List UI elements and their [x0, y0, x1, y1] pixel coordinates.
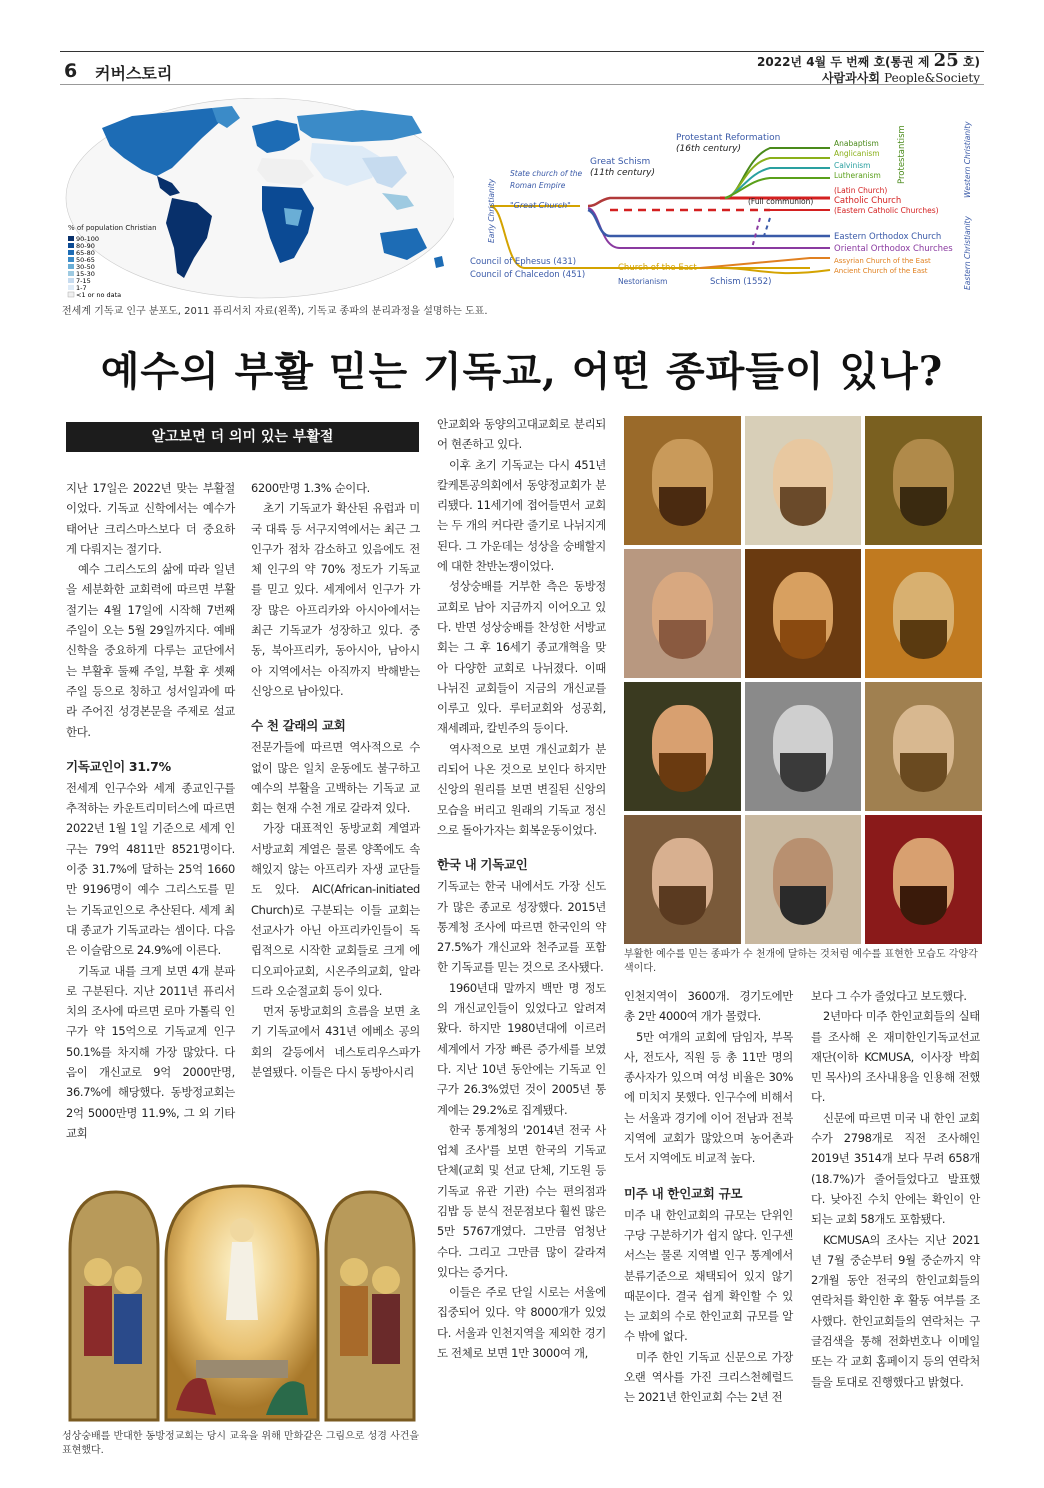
column-1 — [66, 478, 235, 1143]
column-5 — [811, 986, 980, 1392]
col2-p4: 가장 대표적인 동방교회 계열과 서방교회 계열은 물론 양쪽에도 속해있지 않는 아프리카 자생 교단들도 있다. AIC(African-initiated Church)로 구분되는 이들 교회는 선교사가 아닌 아프리카인들이 독립적으로 시작한 교회들로 크게 에디오피아교회, 시온주의교회, 알라드라 오순절교회 등이 있다. — [251, 821, 420, 998]
col1-p4: 기독교 내를 크게 보면 4개 분파로 구분된다. 지난 2011년 퓨리서치의 조사에 따르면 로마 가톨릭 인구가 약 15억으로 기독교계 인구 50.1%를 차지해 가장 많았다. 다음이 개신교로 9억 2000만명, 36.7%에 해당했다. 동방정교회는 2억 5000만명 11.9%, 그 외 기타 교회 — [66, 963, 235, 1140]
col4-p3: 미주 내 한인교회의 규모는 단위인구당 구분하기가 쉽지 않다. 인구센서스는 물론 지역별 인구 통계에서 분류기준으로 채택되어 있지 않기 때문이다. 결국 쉽게 확인할 수 있는 교회의 수로 한인교회 규모를 알 수 밖에 없다. — [624, 1207, 793, 1344]
col3-p7: 한국 통계청의 '2014년 전국 사업체 조사'를 보면 한국의 기독교 단체(교회 및 선교 단체, 기도원 등 기독교 유관 기관) 수는 편의점과 김밥 등 분식 전문점보다 훨씬 많은 5만 5767개였다. 그만큼 엄청난 수다. 그리고 그만큼 많이 갈라져 있다는 증거다. — [437, 1122, 606, 1279]
issue-prefix: 2022년 4월 두 번째 호(통권 제 — [757, 55, 930, 69]
svg-text:50-65: 50-65 — [76, 256, 95, 264]
latin-church-label: (Latin Church) — [834, 186, 888, 195]
world-christian-map — [62, 98, 454, 303]
early-christianity-label: Early Christianity — [487, 178, 496, 243]
col5-p4: KCMUSA의 조사는 지난 2021년 7월 중순부터 9월 중순까지 약 2개월 동안 전국의 한인교회들의 연락처를 확인한 후 활동 여부를 조사했다. 한인교회들의 연락처는 구글검색을 통해 전화번호나 이메일 또는 각 교회 홈페이지 등의 연락처들을 토대로 진행했다고 밝혔다. — [811, 1232, 980, 1389]
col4-heading: 미주 내 한인교회 규모 — [624, 1185, 743, 1201]
col5-p1: 보다 그 수가 줄었다고 보도했다. — [811, 989, 967, 1003]
church-east-label: Church of the East — [618, 263, 697, 273]
portrait-4 — [624, 549, 741, 678]
page-number: 6 — [64, 60, 78, 82]
issue-number: 25 — [933, 50, 959, 71]
state-church-label-1: State church of the — [510, 169, 583, 178]
column-2 — [251, 478, 420, 1082]
col3-p8: 이들은 주로 단일 시로는 서울에 집중되어 있다. 약 8000개가 있었다. 서울과 인천지역을 제외한 경기도 전체로 보면 1만 3000여 개, — [437, 1285, 606, 1361]
svg-text:15-30: 15-30 — [76, 270, 95, 278]
assyrian-label: Assyrian Church of the East — [834, 257, 931, 265]
grid-caption: 부활한 예수를 믿는 종파가 수 천개에 달하는 것처럼 예수를 표현한 모습도 각양각색이다. — [624, 949, 978, 974]
full-communion-label: (Full communion) — [748, 197, 814, 206]
portrait-9 — [865, 682, 982, 811]
col5-p2: 2년마다 미주 한인교회들의 실태를 조사해 온 재미한인기독교선교재단(이하 KCMUSA, 이사장 박희민 목사)의 조사내용을 인용해 전했다. — [811, 1009, 980, 1105]
great-schism-label: Great Schism — [590, 157, 651, 167]
lutheranism-label: Lutheranism — [834, 171, 881, 180]
svg-text:80-90: 80-90 — [76, 242, 95, 250]
catholic-church-label: Catholic Church — [834, 196, 902, 206]
issue-suffix: 호) — [962, 55, 980, 69]
portrait-11 — [745, 815, 862, 944]
col4-p2: 5만 여개의 교회에 담임자, 부목사, 전도사, 직원 등 총 11만 명의 종사자가 있으며 여성 비율은 30%에 미치지 못했다. 인구수에 비해서는 서울과 경기에 이어 전남과 전북 지역에 교회가 많았으며 농어촌과 도서 지역에도 비교적 높다. — [624, 1029, 793, 1166]
col1-p2: 예수 그리스도의 삶에 따라 일년을 세분화한 교회력에 따르면 부활절기는 4월 17일에 시작해 7번째 주일이 오는 5월 29일까지다. 예배 신학을 중요하게 다루는 교단에서는 부활후 둘째 주일, 부활 후 셋째 주일 등으로 칭하고 성서일과에 따라 주어진 성경본문을 주제로 설교한다. — [66, 562, 235, 739]
svg-text:65-80: 65-80 — [76, 249, 95, 257]
protestantism-label: Protestantism — [897, 125, 907, 184]
resurrection-triptych — [66, 1180, 419, 1425]
chalcedon-label: Council of Chalcedon (451) — [470, 270, 586, 280]
svg-text:<1 or no data: <1 or no data — [76, 291, 122, 299]
portrait-5 — [745, 549, 862, 678]
headline: 예수의 부활 믿는 기독교, 어떤 종파들이 있나? — [100, 348, 944, 395]
col4-p1: 인천지역이 3600개. 경기도에만 총 2만 4000여 개가 몰렸다. — [624, 989, 793, 1024]
col3-p6: 1960년대 말까지 백만 명 정도의 개신교인들이 있었다고 알려져 왔다. 하지만 1980년대에 이르러 세계에서 가장 빠른 증가세를 보였다. 지난 10년 동안에는 기독교 인구가 26.3%였던 것이 2005년 통계에는 29.2%로 집계됐다. — [437, 980, 606, 1117]
col2-p5: 먼저 동방교회의 흐름을 보면 초기 기독교에서 431년 에베소 공의회의 갈등에서 네스토리우스파가 분열됐다. 이들은 다시 동방아시리 — [251, 1004, 420, 1080]
western-christianity-label: Western Christianity — [963, 121, 972, 198]
svg-text:30-50: 30-50 — [76, 263, 95, 271]
oriental-orthodox-label: Oriental Orthodox Churches — [834, 244, 953, 254]
portrait-8 — [745, 682, 862, 811]
header-rule — [60, 51, 984, 52]
ephesus-label: Council of Ephesus (431) — [470, 257, 577, 267]
col3-p5: 기독교는 한국 내에서도 가장 신도가 많은 종교로 성장했다. 2015년 통계청 조사에 따르면 한국인의 약 27.5%가 개신교와 천주교를 포함한 기독교를 믿는 것으로 조사됐다. — [437, 879, 606, 975]
eastern-orthodox-label: Eastern Orthodox Church — [834, 232, 942, 242]
svg-text:1-7: 1-7 — [76, 284, 87, 292]
anabaptism-label: Anabaptism — [834, 139, 879, 148]
eastern-catholic-label: (Eastern Catholic Churches) — [834, 206, 939, 215]
calvinism-label: Calvinism — [834, 161, 871, 170]
portrait-12 — [865, 815, 982, 944]
column-3 — [437, 414, 606, 1363]
top-caption: 전세계 기독교 인구 분포도, 2011 퓨리서치 자료(왼쪽), 기독교 종파의 분리과정을 설명하는 도표. — [62, 306, 488, 317]
col2-heading: 수 천 갈래의 교회 — [251, 718, 346, 734]
col3-heading: 한국 내 기독교인 — [437, 857, 528, 873]
jesus-portrait-grid — [624, 416, 982, 944]
col2-p1: 6200만명 1.3% 순이다. — [251, 481, 371, 495]
portrait-7 — [624, 682, 741, 811]
col3-p1: 안교회와 동양의고대교회로 분리되어 현존하고 있다. — [437, 417, 606, 452]
protestant-reformation-label: Protestant Reformation — [676, 133, 781, 143]
great-church-label: "Great Church" — [510, 201, 571, 210]
denomination-diagram — [470, 118, 982, 298]
col5-p3: 신문에 따르면 미국 내 한인 교회수가 2798개로 직전 조사해인 2019년 3514개 보다 무려 658개(18.7%)가 줄어들었다고 발표했다. 낮아진 수치 안에는 확인이 안 되는 교회 58개도 포함됐다. — [811, 1110, 980, 1227]
col2-p2: 초기 기독교가 확산된 유럽과 미국 대륙 등 서구지역에서는 최근 그 인구가 점차 감소하고 있음에도 전체 인구의 약 70% 정도가 기독교를 믿고 있다. 세계에서 인구가 가장 많은 아프리카와 아시아에서는 최근 기독교가 성장하고 있다. 중동, 북아프리카, 동아시아, 남아시아 지역에서는 아직까지 박해받는 신앙으로 남아있다. — [251, 501, 420, 698]
col1-p3: 전세계 인구수와 세계 종교인구를 추적하는 카운트리미터스에 따르면 2022년 1월 1일 기준으로 세계 인구는 79억 4811만 8521명이다. 이중 31.7%에 달하는 25억 1660만 9196명이 예수 그리스도를 믿는 기독교인으로 추산된다. 세계 최대 종교가 기독교라는 셈이다. 다음은 이슬람으로 24.9%에 이른다. — [66, 780, 235, 958]
svg-text:7-15: 7-15 — [76, 277, 91, 285]
publisher: 사람과사회 — [821, 71, 880, 85]
section-banner: 알고보면 더 의미 있는 부활절 — [66, 422, 419, 452]
century11-label: (11th century) — [590, 168, 656, 178]
portrait-10 — [624, 815, 741, 944]
header-rule-2 — [60, 84, 984, 85]
eastern-christianity-label: Eastern Christianity — [963, 216, 972, 290]
legend-item-9 — [68, 291, 121, 299]
ancient-label: Ancient Church of the East — [834, 267, 928, 275]
issue-info — [757, 50, 980, 86]
svg-text:90-100: 90-100 — [76, 235, 100, 243]
publisher-en: People&Society — [884, 71, 980, 85]
col3-p3: 성상숭배를 거부한 측은 동방정교회로 남아 지금까지 이어오고 있다. 반면 성상숭배를 찬성한 서방교회는 그 후 16세기 종교개혁을 맞아 다양한 교회로 나뉘졌다. 이때 나뉘진 교회들이 지금의 개신교를 이루고 있다. 루터교회와 성공회, 재세례파, 칼빈주의 등이다. — [437, 579, 606, 736]
schism1552-label: Schism (1552) — [710, 277, 772, 287]
col3-p2: 이후 초기 기독교는 다시 451년 칼케톤공의회에서 동양정교회가 분리됐다. 11세기에 접어들면서 교회는 두 개의 커다란 줄기로 나뉘지게 된다. 그 가운데는 성상을 숭배할지에 대한 찬반논쟁이었다. — [437, 457, 606, 574]
anglicanism-label: Anglicanism — [834, 149, 880, 158]
col3-p4: 역사적으로 보면 개신교회가 분리되어 나온 것으로 보인다 하지만 신앙의 원리를 보면 변질된 신앙의 모습을 버리고 원래의 기독교 정신으로 돌아가자는 회복운동이었다. — [437, 741, 606, 837]
col4-p4: 미주 한인 기독교 신문으로 가장 오랜 역사를 가진 크리스천헤럴드는 2021년 한인교회 수는 2년 전 — [624, 1349, 793, 1405]
col1-heading: 기독교인이 31.7% — [66, 758, 171, 774]
portrait-1 — [624, 416, 741, 545]
section-title: 커버스토리 — [95, 64, 173, 83]
century16-label: (16th century) — [676, 144, 742, 154]
nestorianism-label: Nestorianism — [618, 277, 668, 286]
portrait-3 — [865, 416, 982, 545]
col2-p3: 전문가들에 따르면 역사적으로 수 없이 많은 일치 운동에도 불구하고 예수의 부활을 고백하는 기독교 교회는 현재 수천 개로 갈라져 있다. — [251, 740, 420, 816]
column-4 — [624, 986, 793, 1408]
triptych-caption: 성상숭배를 반대한 동방정교회는 당시 교육을 위해 만화같은 그림으로 성경 사건을 표현했다. — [62, 1431, 420, 1456]
state-church-label-2: Roman Empire — [510, 181, 566, 190]
map-legend-title: % of population Christian — [68, 224, 157, 232]
col1-p1: 지난 17일은 2022년 맞는 부활절이었다. 기독교 신학에서는 예수가 태어난 크리스마스보다 더 중요하게 다뤄지는 절기다. — [66, 481, 235, 556]
portrait-6 — [865, 549, 982, 678]
portrait-2 — [745, 416, 862, 545]
